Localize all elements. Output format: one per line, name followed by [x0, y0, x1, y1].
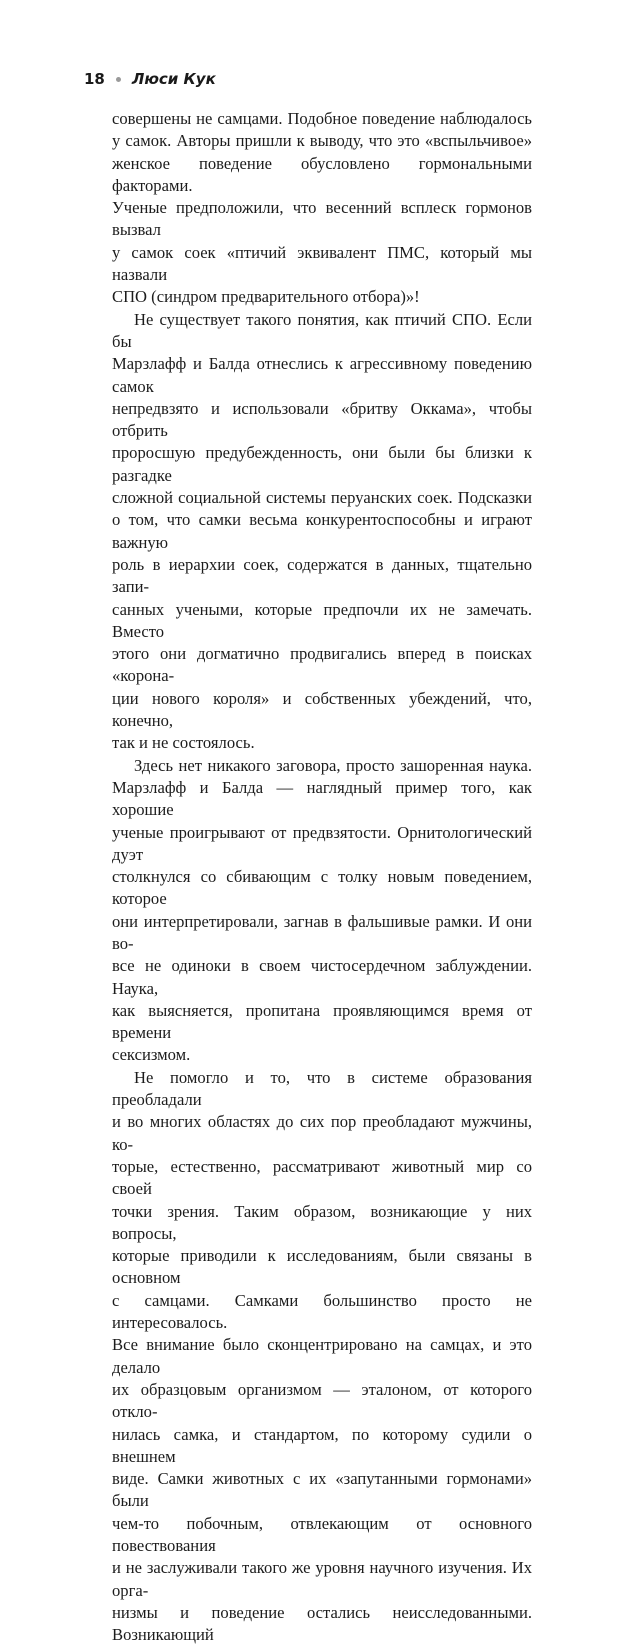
text-line: и не заслуживали такого же уровня научного изучения. Их орга-: [112, 1558, 532, 1600]
text-line: нилась самка, и стандартом, по которому судили о внешнем: [112, 1424, 532, 1466]
running-title: Люси Кук: [131, 70, 216, 88]
text-line: у самок. Авторы пришли к выводу, что это «вспыльчивое»: [112, 131, 532, 151]
text-line: так и не состоялось.: [112, 733, 255, 753]
text-line: Марзлафф и Балда отнеслись к агрессивному поведению самок: [112, 354, 532, 396]
text-line: ции нового короля» и собственных убеждений, что, конечно,: [112, 688, 532, 731]
text-line: у самок соек «птичий эквивалент ПМС, который мы назвали: [112, 242, 532, 285]
text-line: и во многих областях до сих пор преобладают мужчины, ко-: [112, 1112, 532, 1154]
text-line: СПО (синдром предварительного отбора)»!: [112, 287, 420, 307]
text-line: Не помогло и то, что в системе образования преобладали: [112, 1067, 532, 1110]
text-line: сложной социальной системы перуанских соек. Подсказки: [112, 488, 532, 508]
text-line: сексизмом.: [112, 1045, 191, 1065]
text-line: виде. Самки животных с их «запутанными гормонами» были: [112, 1469, 532, 1511]
text-line: Все внимание было сконцентрировано на самцах, и это делало: [112, 1335, 532, 1377]
text-line: чем-то побочным, отвлекающим от основного повествования: [112, 1513, 532, 1555]
text-line: низмы и поведение остались неисследованными. Возникающий: [112, 1602, 532, 1645]
page-number: 18: [84, 70, 105, 88]
text-line: санных учеными, которые предпочли их не замечать. Вместо: [112, 599, 532, 641]
text-line: непредвзято и использовали «бритву Оккама», чтобы отбрить: [112, 398, 532, 441]
body-text: [112, 108, 532, 1646]
text-line: Не существует такого понятия, как птичий СПО. Если бы: [112, 309, 532, 351]
text-line: ученые проигрывают от предвзятости. Орнитологический дуэт: [112, 822, 532, 864]
text-line: Здесь нет никакого заговора, просто зашоренная наука.: [134, 755, 532, 775]
text-line: проросшую предубежденность, они были бы близки к разгадке: [112, 443, 532, 485]
text-line: с самцами. Самками большинство просто не интересовалось.: [112, 1290, 532, 1333]
text-line: их образцовым организмом — эталоном, от которого откло-: [112, 1379, 532, 1422]
text-line: торые, естественно, рассматривают животный мир со своей: [112, 1156, 532, 1199]
text-line: роль в иерархии соек, содержатся в данных, тщательно запи-: [112, 554, 532, 597]
text-line: все не одиноки в своем чистосердечном заблуждении. Наука,: [112, 956, 532, 998]
text-line: совершены не самцами. Подобное поведение наблюдалось: [112, 109, 532, 128]
text-line: точки зрения. Таким образом, возникающие у них вопросы,: [112, 1201, 532, 1243]
text-line: о том, что самки весьма конкурентоспособны и играют важную: [112, 510, 532, 552]
text-line: этого они догматично продвигались вперед в поисках «корона-: [112, 644, 532, 686]
text-line: Ученые предположили, что весенний всплеск гормонов вызвал: [112, 198, 532, 240]
text-line: женское поведение обусловлено гормональными факторами.: [112, 153, 532, 195]
separator-dot-icon: [116, 77, 121, 82]
text-line: которые приводили к исследованиям, были связаны в основном: [112, 1246, 532, 1288]
text-line: столкнулся со сбивающим с толку новым поведением, которое: [112, 867, 532, 909]
text-line: они интерпретировали, загнав в фальшивые рамки. И они во-: [112, 911, 532, 953]
text-line: Марзлафф и Балда — наглядный пример того, как хорошие: [112, 777, 532, 820]
running-header: [84, 70, 216, 88]
text-line: как выясняется, пропитана проявляющимся время от времени: [112, 1000, 532, 1043]
